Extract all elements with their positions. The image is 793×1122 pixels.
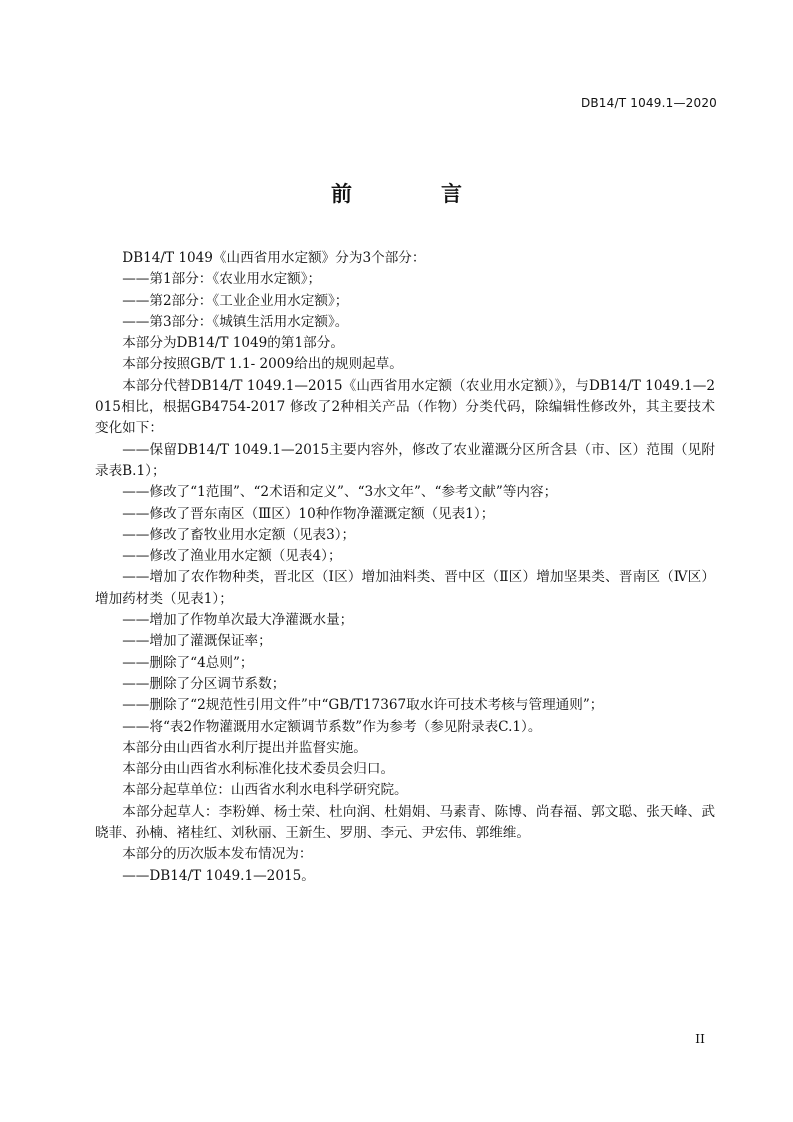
paragraph: DB14/T 1049《山西省用水定额》分为3个部分： <box>122 250 426 266</box>
paragraph: ——修改了畜牧业用水定额（见表3）； <box>122 526 356 543</box>
paragraph: ——修改了“1范围”、“2术语和定义”、“3水文年”、“参考文献”等内容； <box>122 484 558 501</box>
foreword-body <box>95 248 715 887</box>
paragraph: ——第1部分：《农业用水定额》； <box>122 271 322 288</box>
paragraph: ——删除了“2规范性引用文件”中“GB/T17367取水许可技术考核与管理通则”； <box>122 697 604 714</box>
paragraph: ——修改了渔业用水定额（见表4）； <box>122 548 342 565</box>
paragraph: 本部分按照GB/T 1.1- 2009给出的规则起草。 <box>122 356 403 373</box>
paragraph: 本部分由山西省水利标准化技术委员会归口。 <box>122 761 395 778</box>
document-code: DB14/T 1049.1—2020 <box>580 96 717 110</box>
page-number: II <box>695 1031 705 1046</box>
paragraph: ——删除了“4总则”； <box>122 654 254 671</box>
paragraph: ——保留DB14/T 1049.1—2015主要内容外，修改了农业灌溉分区所含县（市、区）范围（见附录表B.1）； <box>95 441 715 479</box>
paragraph: ——增加了灌溉保证率； <box>122 633 272 650</box>
paragraph: 本部分起草人：李粉婵、杨士荣、杜向润、杜娟娟、马素青、陈博、尚春福、郭文聪、张天峰、武晓菲、孙楠、褚桂红、刘秋丽、王新生、罗朋、李元、尹宏伟、郭维维。 <box>95 803 715 842</box>
paragraph: ——将“表2作物灌溉用水定额调节系数”作为参考（参见附录表C.1）。 <box>122 718 542 735</box>
paragraph: ——修改了晋东南区（Ⅲ区）10种作物净灌溉定额（见表1）； <box>122 505 495 522</box>
page-title: 前 言 <box>331 182 496 206</box>
paragraph: ——增加了农作物种类，晋北区（Ⅰ区）增加油料类、晋中区（Ⅱ区）增加坚果类、晋南区（Ⅳ区）增加药材类（见表1）； <box>95 569 715 607</box>
paragraph: 本部分的历次版本发布情况为： <box>122 846 313 863</box>
paragraph: ——第2部分：《工业企业用水定额》； <box>122 292 349 309</box>
paragraph: ——DB14/T 1049.1—2015。 <box>122 867 315 884</box>
paragraph: ——第3部分：《城镇生活用水定额》。 <box>122 313 349 330</box>
paragraph: 本部分为DB14/T 1049的第1部分。 <box>122 335 344 352</box>
paragraph: 本部分代替DB14/T 1049.1—2015《山西省用水定额（农业用水定额）》，与DB14/T 1049.1—2015相比，根据GB4754-2017 修改了2种相关产品（作物）分类代码，除编辑性修改外，其主要技术变化如下： <box>95 377 715 437</box>
paragraph: 本部分由山西省水利厅提出并监督实施。 <box>122 739 367 756</box>
paragraph: ——增加了作物单次最大净灌溉水量； <box>122 612 354 629</box>
paragraph: 本部分起草单位：山西省水利水电科学研究院。 <box>122 782 408 799</box>
paragraph: ——删除了分区调节系数； <box>122 675 286 692</box>
